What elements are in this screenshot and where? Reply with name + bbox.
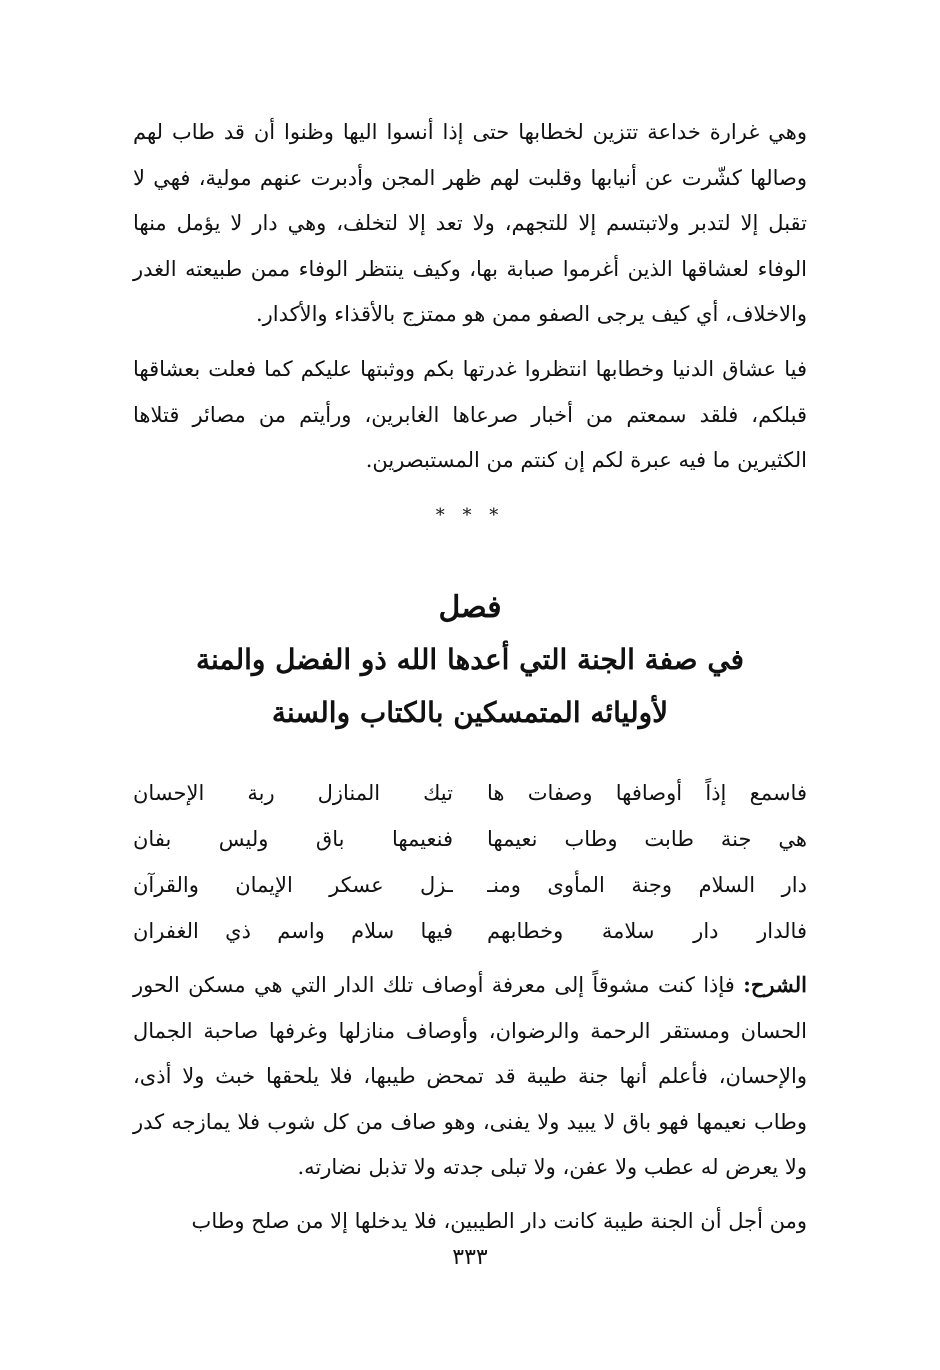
commentary-paragraph [133, 962, 807, 1191]
section-subtitle-line-2: لأوليائه المتمسكين بالكتاب والسنة [271, 696, 669, 729]
verse-first-hemistich: فاسمع إذاً أوصافها وصفات ها [487, 781, 807, 805]
commentary-label: الشرح: [743, 972, 807, 997]
verse-second-hemistich: تيك المنازل ربة الإحسان [133, 781, 453, 805]
commentary-text: فإذا كنت مشوقاً إلى معرفة أوصاف تلك الدار التي هي مسكن الحور الحسان ومستقر الرحمة والرضوان، وأوصاف منازلها وغرفها صاحبة الجمال والإحسان، فأعلم أنها جنة طيبة قد تمحض طيبها، فلا يلحقها خبث ولا أذى، وطاب نعيمها فهو باق لا يبيد ولا يفنى، وهو صاف من كل شوب فلا يمازجه كدر ولا يعرض له عطب ولا عفن، ولا تبلى جدته ولا تذبل نضارته. [133, 973, 807, 1179]
paragraph-world-deception: وهي غرارة خداعة تتزين لخطابها حتى إذا أنسوا اليها وظنوا أن قد طاب لهم وصالها كشّرت عن أنيابها وقلبت لهم ظهر المجن وأدبرت عنهم مولية، فهي لا تقبل إلا لتدبر ولاتبتسم إلا للتجهم، ولا تعد إلا لتخلف، وهي دار لا يؤمل منها الوفاء لعشاقها الذين أغرموا صبابة بها، وكيف ينتظر الوفاء ممن طبيعته الغدر والاخلاف، أي كيف يرجى الصفو ممن هو ممتزج بالأقذاء والأكدار. [133, 120, 807, 326]
verse-first-hemistich: دار السلام وجنة المأوى ومنـ [487, 873, 807, 897]
section-separator: * * * [435, 505, 505, 526]
verse-row [133, 770, 807, 816]
verse-second-hemistich: فنعيمها باق وليس بفان [133, 827, 453, 851]
verse-row [133, 862, 807, 908]
verse-row [133, 908, 807, 954]
page-number: ٣٣٣ [452, 1245, 488, 1270]
paragraph-world-lovers: فيا عشاق الدنيا وخطابها انتظروا غدرتها بكم ووثبتها عليكم كما فعلت بعشاقها قبلكم، فلقد سمعتم من أخبار صرعاها الغابرين، ورأيتم من مصائر قتلاها الكثيرين ما فيه عبرة لكم إن كنتم من المستبصرين. [133, 357, 807, 472]
section-title: فصل [438, 590, 502, 625]
verse-row [133, 816, 807, 862]
poem-verses [133, 770, 807, 954]
section-subtitle-line-1: في صفة الجنة التي أعدها الله ذو الفضل والمنة [195, 643, 745, 676]
verse-second-hemistich: فيها سلام واسم ذي الغفران [133, 919, 453, 943]
verse-first-hemistich: هي جنة طابت وطاب نعيمها [487, 827, 807, 851]
verse-first-hemistich: فالدار دار سلامة وخطابهم [487, 919, 807, 943]
closing-paragraph: ومن أجل أن الجنة طيبة كانت دار الطيبين، فلا يدخلها إلا من صلح وطاب [191, 1209, 807, 1233]
verse-second-hemistich: ـزل عسكر الإيمان والقرآن [133, 873, 453, 897]
